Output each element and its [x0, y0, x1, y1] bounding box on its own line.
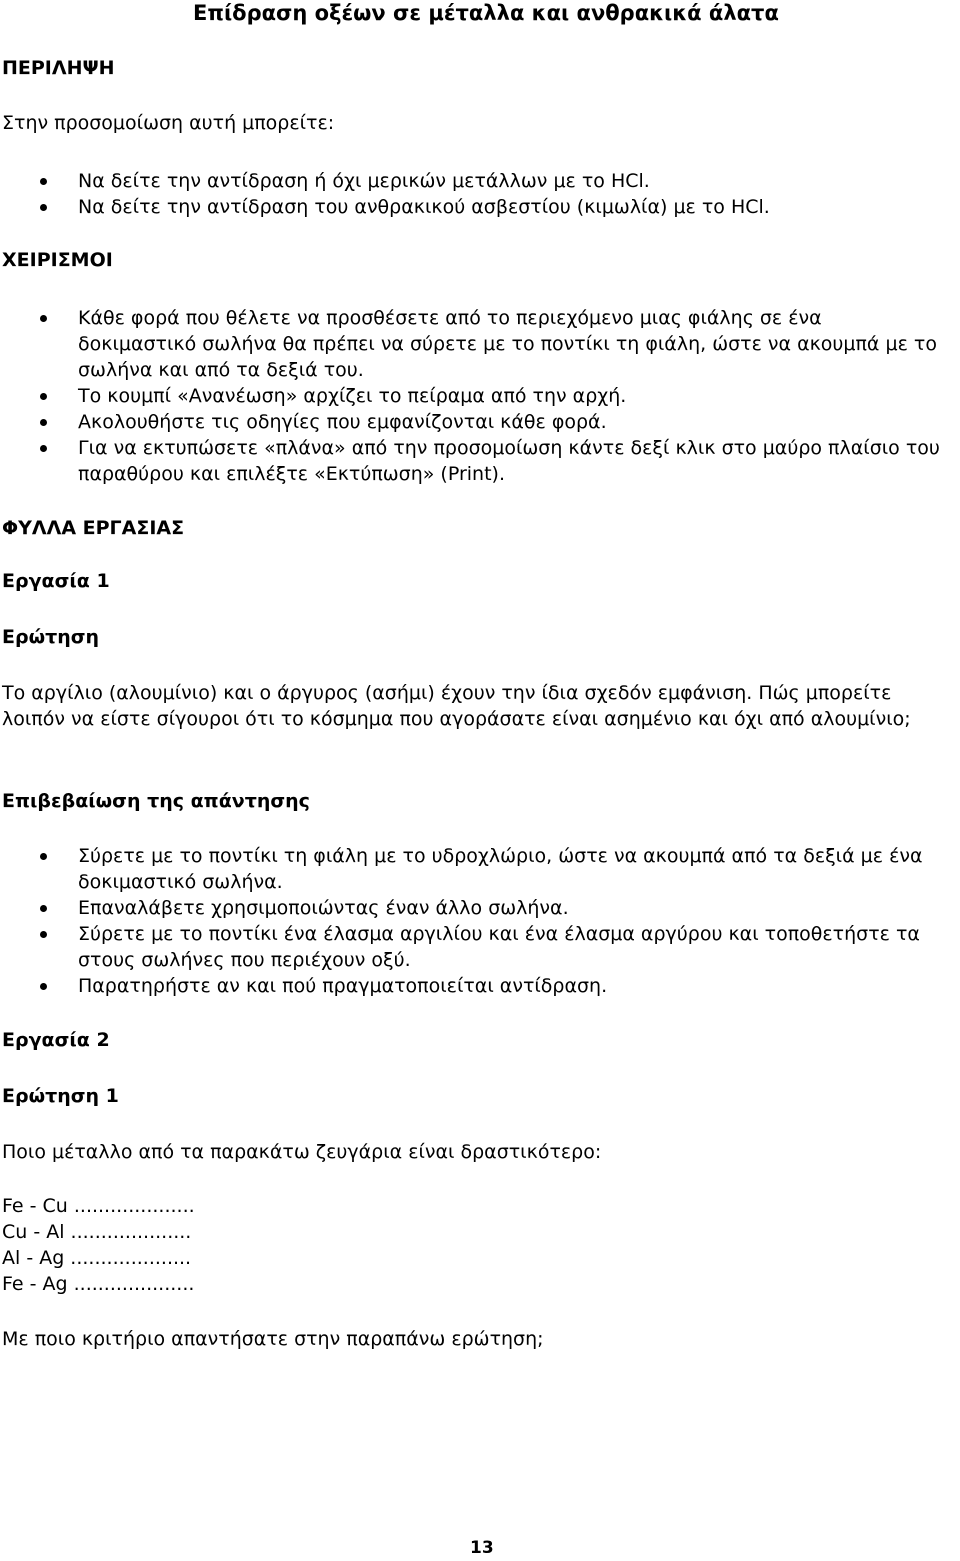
list-item: Cu - Al ....................	[2, 1221, 192, 1243]
list-item: Σύρετε με το ποντίκι τη φιάλη με το υδροχλώριο, ώστε να ακουμπά από τα δεξιά με ένα δοκιμαστικό σωλήνα.	[0, 843, 945, 895]
task1-question-heading: Ερώτηση	[2, 626, 100, 648]
task2-followup: Με ποιο κριτήριο απαντήσατε στην παραπάνω ερώτηση;	[2, 1328, 544, 1350]
worksheets-heading: ΦΥΛΛΑ ΕΡΓΑΣΙΑΣ	[2, 517, 185, 539]
page-number: 13	[470, 1538, 494, 1558]
list-item: Fe - Cu ....................	[2, 1195, 195, 1217]
metal-pairs-list	[2, 1193, 195, 1297]
list-item: Το κουμπί «Ανανέωση» αρχίζει το πείραμα από την αρχή.	[0, 383, 945, 409]
list-item: Σύρετε με το ποντίκι ένα έλασμα αργιλίου και ένα έλασμα αργύρου και τοποθετήστε τα στους σωλήνες που περιέχουν οξύ.	[0, 921, 945, 973]
task1-question: Το αργίλιο (αλουμίνιο) και ο άργυρος (ασήμι) έχουν την ίδια σχεδόν εμφάνιση. Πώς μπορείτε λοιπόν να είστε σίγουροι ότι το κόσμημα που αγοράσατε είναι ασημένιο και όχι από αλουμίνιο;	[2, 682, 911, 730]
controls-list	[0, 305, 945, 487]
task1-heading: Εργασία 1	[2, 570, 110, 592]
page-title: Επίδραση οξέων σε μέταλλα και ανθρακικά άλατα	[193, 1, 779, 25]
list-item: Για να εκτυπώσετε «πλάνα» από την προσομοίωση κάντε δεξί κλικ στο μαύρο πλαίσιο του παραθύρου και επιλέξτε «Εκτύπωση» (Print).	[0, 435, 945, 487]
list-item: Κάθε φορά που θέλετε να προσθέσετε από το περιεχόμενο μιας φιάλης σε ένα δοκιμαστικό σωλήνα θα πρέπει να σύρετε με το ποντίκι τη φιάλη, ώστε να ακουμπά με το σωλήνα και από τα δεξιά του.	[0, 305, 945, 383]
summary-heading: ΠΕΡΙΛΗΨΗ	[2, 57, 115, 79]
controls-heading: ΧΕΙΡΙΣΜΟΙ	[2, 249, 113, 271]
task2-question: Ποιο μέταλλο από τα παρακάτω ζευγάρια είναι δραστικότερο:	[2, 1141, 602, 1163]
list-item: Να δείτε την αντίδραση του ανθρακικού ασβεστίου (κιμωλία) με το HCl.	[0, 194, 945, 220]
list-item: Ακολουθήστε τις οδηγίες που εμφανίζονται κάθε φορά.	[0, 409, 945, 435]
list-item: Fe - Ag ....................	[2, 1273, 195, 1295]
list-item: Να δείτε την αντίδραση ή όχι μερικών μετάλλων με το HCl.	[0, 168, 945, 194]
confirm-heading: Επιβεβαίωση της απάντησης	[2, 790, 310, 812]
list-item: Επαναλάβετε χρησιμοποιώντας έναν άλλο σωλήνα.	[0, 895, 945, 921]
list-item: Παρατηρήστε αν και πού πραγματοποιείται αντίδραση.	[0, 973, 945, 999]
task2-heading: Εργασία 2	[2, 1029, 110, 1051]
summary-intro: Στην προσομοίωση αυτή μπορείτε:	[2, 112, 335, 134]
summary-list	[0, 168, 945, 220]
list-item: Al - Ag ....................	[2, 1247, 192, 1269]
confirm-steps-list	[0, 843, 945, 999]
task2-question-heading: Ερώτηση 1	[2, 1085, 119, 1107]
